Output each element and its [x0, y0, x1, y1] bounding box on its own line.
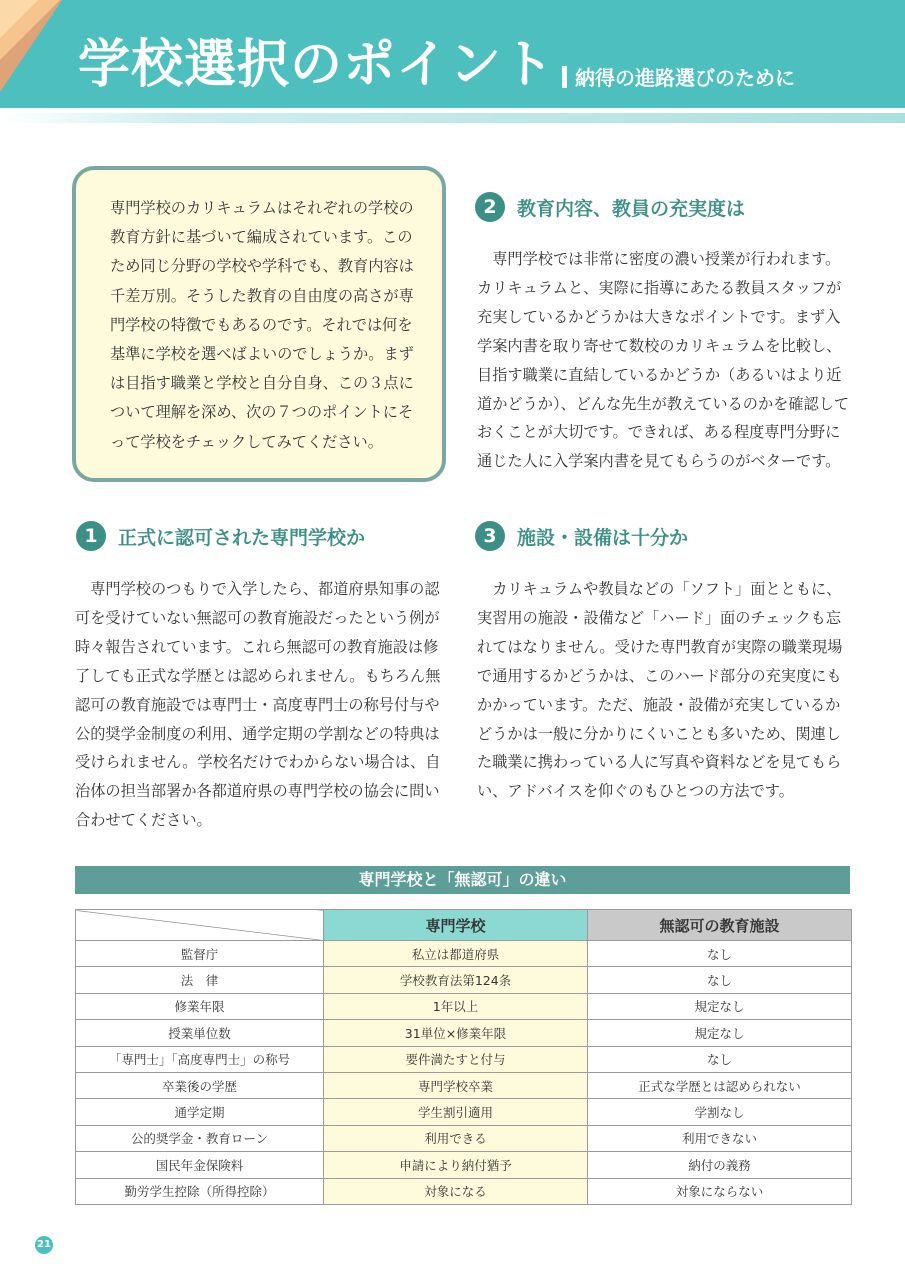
table-row: [76, 1099, 852, 1125]
header-senmon: 専門学校: [324, 910, 588, 941]
row-label-cell: 勤労学生控除（所得控除）: [76, 1178, 324, 1204]
senmon-cell: 専門学校卒業: [324, 1072, 588, 1098]
muninka-cell: 納付の義務: [588, 1152, 852, 1178]
page-header: [0, 0, 905, 108]
page-title: 学校選択のポイント: [78, 35, 556, 95]
intro-text: 専門学校のカリキュラムはそれぞれの学校の教育方針に基づいて編成されています。このため同じ分野の学校や学科でも、教育内容は千差万別。そうした教育の自由度の高さが専門学校の特徴でもあるのです。それでは何を基準に学校を選べばよいのでしょうか。まずは目指す職業と学校と自分自身、この３点について理解を深め、次の７つのポイントにそって学校をチェックしてみてください。: [110, 199, 414, 451]
row-label-cell: 公的奨学金・教育ローン: [76, 1125, 324, 1151]
table-row: [76, 1152, 852, 1178]
section-title: 施設・設備は十分か: [517, 526, 689, 549]
row-label-cell: 「専門士」「高度専門士」の称号: [76, 1046, 324, 1072]
corner-decoration-pale: [0, 0, 38, 38]
muninka-cell: なし: [588, 967, 852, 993]
header-stripe: [0, 113, 905, 123]
muninka-cell: 正式な学歴とは認められない: [588, 1072, 852, 1098]
table-row: [76, 1072, 852, 1098]
row-label-cell: 授業単位数: [76, 1020, 324, 1046]
table-row: [76, 1178, 852, 1204]
comparison-table-body: [76, 941, 852, 1205]
muninka-cell: なし: [588, 941, 852, 967]
muninka-cell: 利用できない: [588, 1125, 852, 1151]
muninka-cell: 規定なし: [588, 993, 852, 1019]
section-2-body: 専門学校では非常に密度の濃い授業が行われます。カリキュラムと、実際に指導にあたる教員スタッフが充実しているかどうかは大きなポイントです。まず入学案内書を取り寄せて数校のカリキュラムを比較し、目指す職業に直結しているかどうか（あるいはより近道かどうか）、どんな先生が教えているのかを確認しておくことが大切です。できれば、ある程度専門分野に通じた人に入学案内書を見てもらうのがベターです。: [477, 250, 850, 471]
muninka-cell: なし: [588, 1046, 852, 1072]
section-number-badge: 1: [76, 521, 106, 551]
section-3-body: カリキュラムや教員などの「ソフト」面とともに、実習用の施設・設備など「ハード」面のチェックも忘れてはなりません。受けた専門教育が実際の職業現場で通用するかどうかは、このハード部分の充実度にもかかっています。ただ、施設・設備が充実しているかどうかは一般に分かりにくいことも多いため、関連した職業に携わっている人に写真や資料などを見てもらい、アドバイスを仰ぐのもひとつの方法です。: [477, 580, 843, 801]
row-label-cell: 卒業後の学歴: [76, 1072, 324, 1098]
row-label-cell: 法 律: [76, 967, 324, 993]
section-2-heading: [475, 192, 745, 222]
corner-header-cell: [76, 910, 324, 941]
section-title: 教育内容、教員の充実度は: [517, 197, 746, 220]
section-1-heading: [76, 521, 365, 551]
subtitle-divider: [562, 66, 567, 88]
senmon-cell: 要件満たすと付与: [324, 1046, 588, 1072]
muninka-cell: 対象にならない: [588, 1178, 852, 1204]
row-label-cell: 通学定期: [76, 1099, 324, 1125]
comparison-table: [75, 909, 852, 1205]
section-1-body: 専門学校のつもりで入学したら、都道府県知事の認可を受けていない無認可の教育施設だったという例が時々報告されています。これら無認可の教育施設は修了しても正式な学歴とは認められません。もちろん無認可の教育施設では専門士・高度専門士の称号付与や公的奨学金制度の利用、通学定期の学割などの特典は受けられません。学校名だけでわからない場合は、自治体の担当部署か各都道府県の専門学校の協会に問い合わせてください。: [75, 580, 441, 830]
section-number-badge: 2: [475, 192, 505, 222]
table-row: [76, 1125, 852, 1151]
table-row: [76, 967, 852, 993]
senmon-cell: 1年以上: [324, 993, 588, 1019]
table-row: [76, 1046, 852, 1072]
senmon-cell: 対象になる: [324, 1178, 588, 1204]
senmon-cell: 利用できる: [324, 1125, 588, 1151]
row-label-cell: 監督庁: [76, 941, 324, 967]
row-label-cell: 国民年金保険料: [76, 1152, 324, 1178]
senmon-cell: 私立は都道府県: [324, 941, 588, 967]
section-title: 正式に認可された専門学校か: [118, 526, 366, 549]
senmon-cell: 学校教育法第124条: [324, 967, 588, 993]
intro-box: [72, 166, 446, 482]
section-number-badge: 3: [475, 521, 505, 551]
page-subtitle: 納得の進路選びのために: [575, 66, 795, 90]
table-row: [76, 941, 852, 967]
table-row: [76, 1020, 852, 1046]
muninka-cell: 学割なし: [588, 1099, 852, 1125]
section-3-heading: [475, 521, 688, 551]
senmon-cell: 申請により納付猶予: [324, 1152, 588, 1178]
header-muninka: 無認可の教育施設: [588, 910, 852, 941]
row-label-cell: 修業年限: [76, 993, 324, 1019]
page-number: 21: [35, 1236, 53, 1254]
senmon-cell: 学生割引適用: [324, 1099, 588, 1125]
senmon-cell: 31単位×修業年限: [324, 1020, 588, 1046]
table-header-row: [76, 910, 852, 941]
muninka-cell: 規定なし: [588, 1020, 852, 1046]
table-row: [76, 993, 852, 1019]
comparison-table-title: 専門学校と「無認可」の違い: [75, 866, 850, 894]
